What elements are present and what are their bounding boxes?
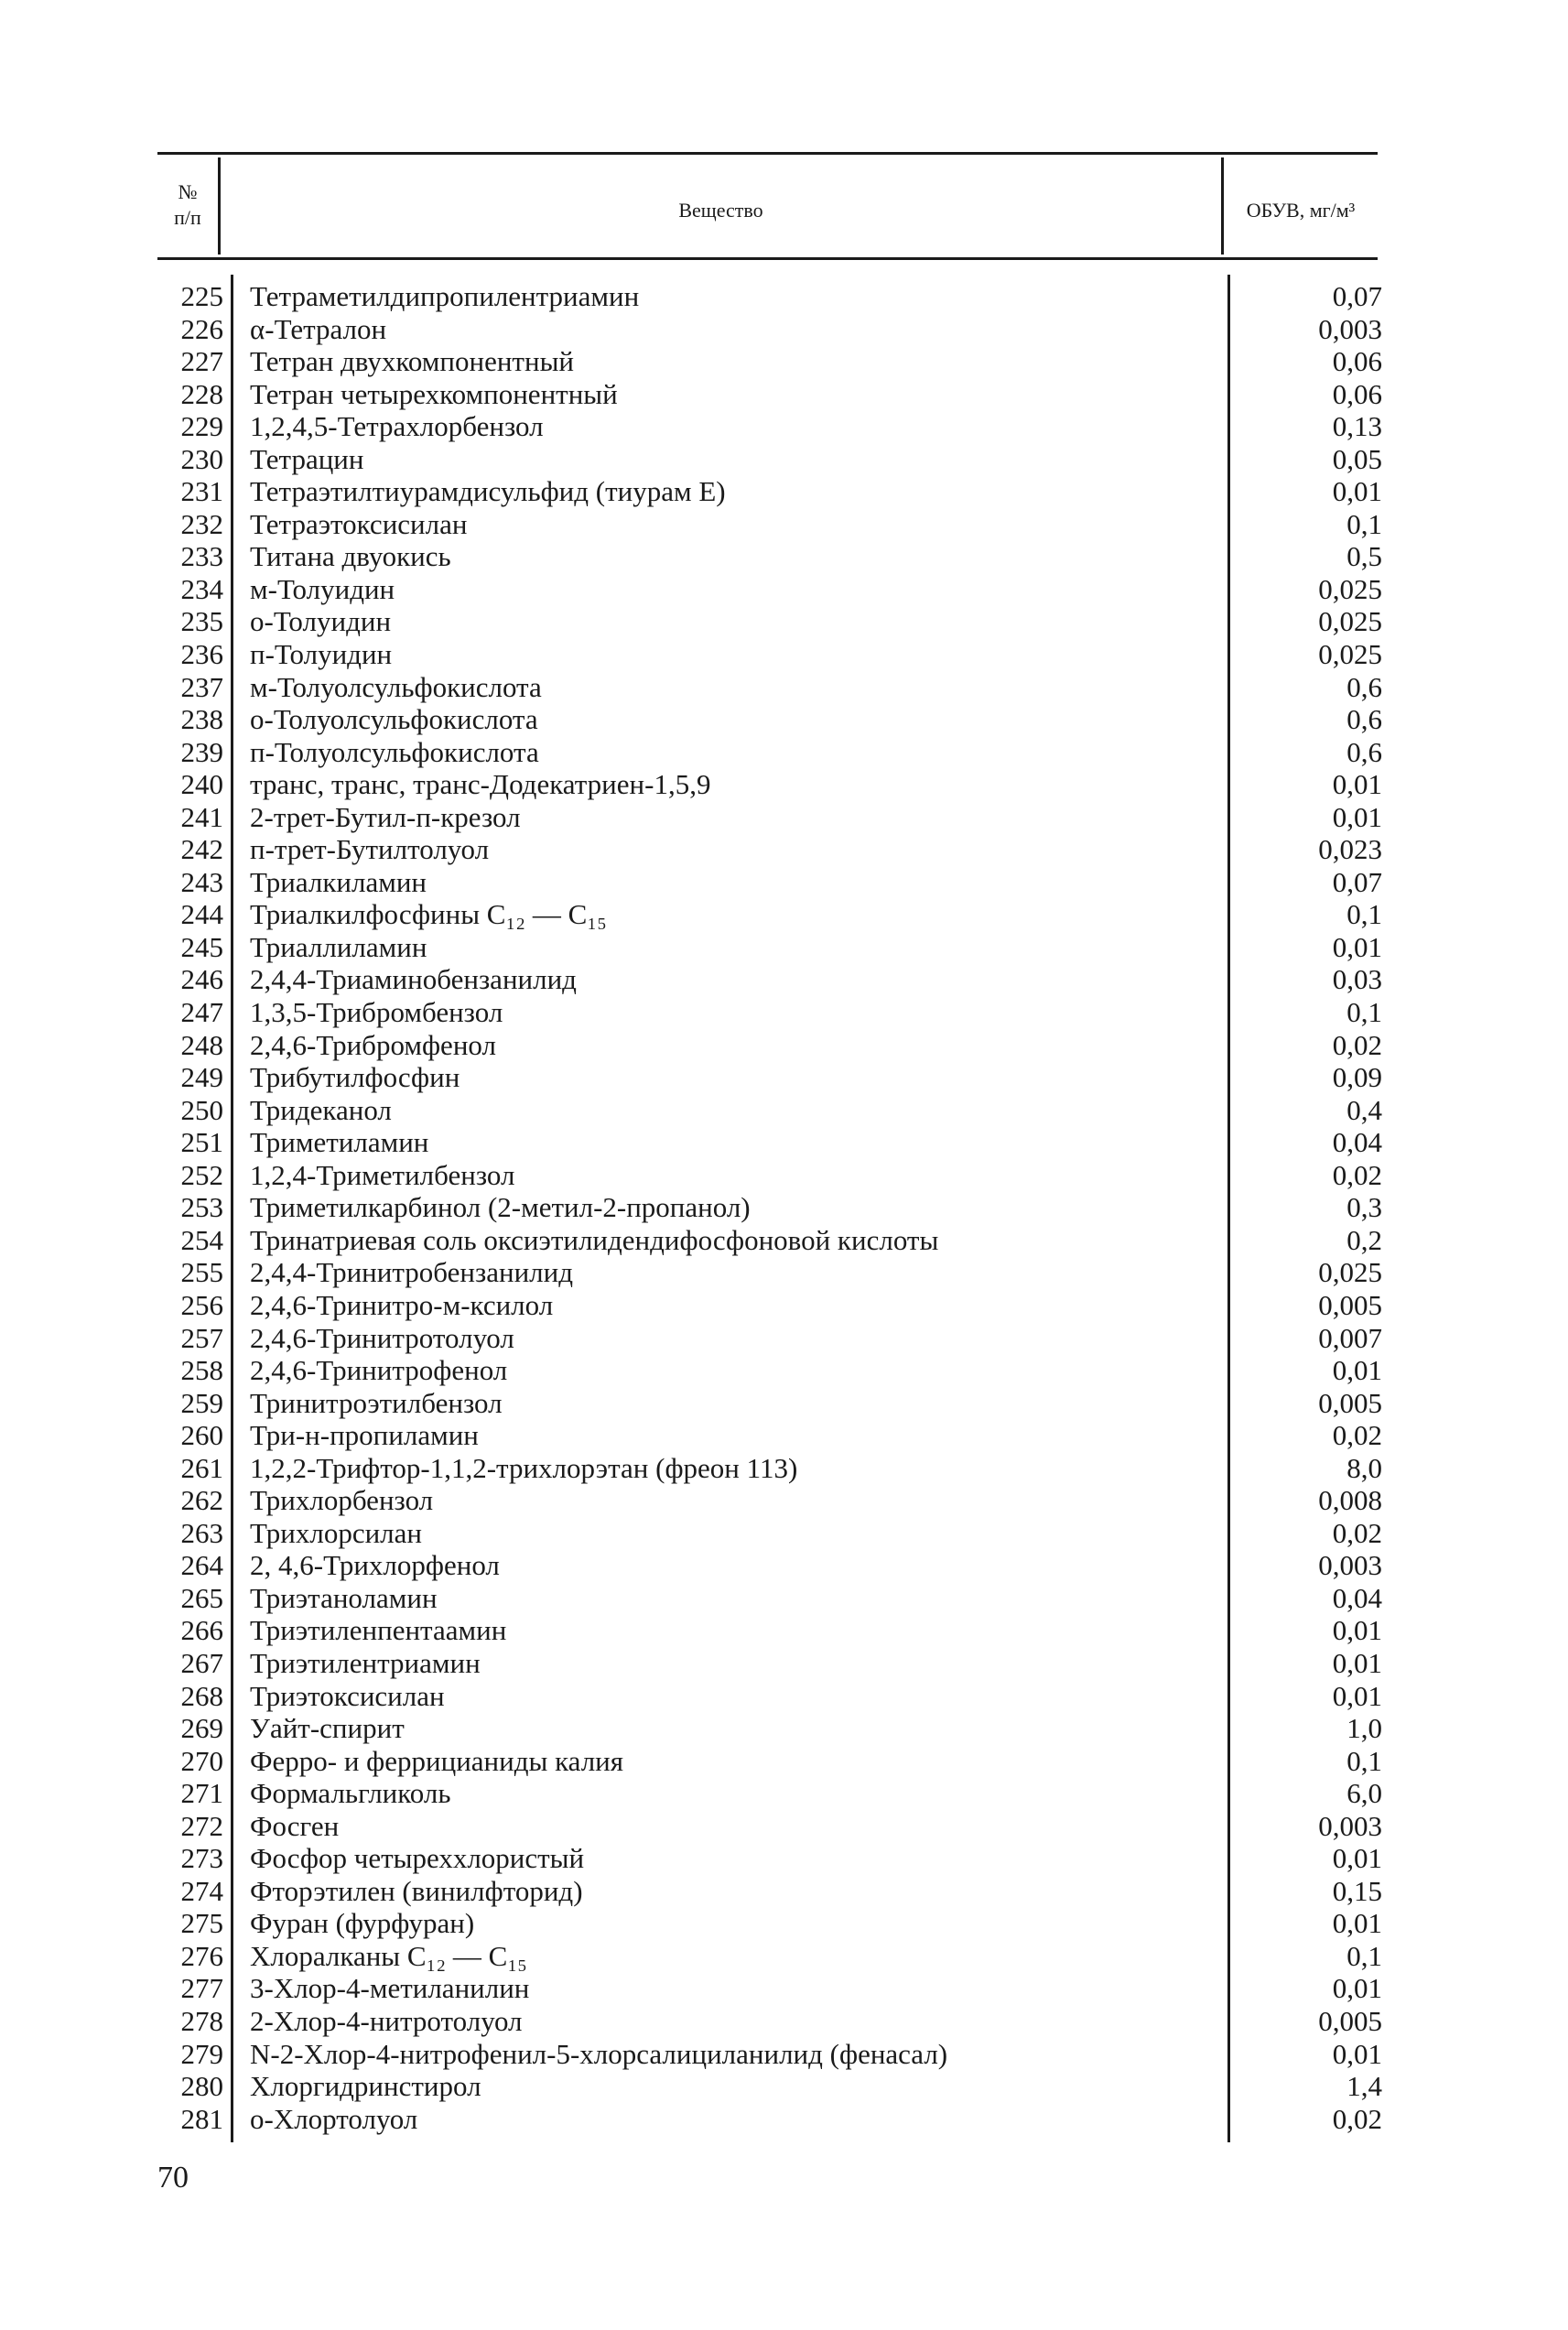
limit-value: 0,025 — [1318, 1256, 1382, 1289]
limit-value: 0,1 — [1346, 1939, 1382, 1972]
limit-value: 0,09 — [1332, 1061, 1382, 1094]
table-row — [0, 1972, 1568, 2005]
row-number: 256 — [180, 1288, 223, 1321]
row-number: 247 — [180, 996, 223, 1029]
table-row — [0, 1810, 1568, 1843]
limit-value: 0,05 — [1332, 442, 1382, 475]
substance-name: Фуран (фурфуран) — [250, 1907, 475, 1940]
substance-name: Титана двуокись — [250, 540, 451, 573]
row-number: 235 — [180, 605, 223, 638]
table-row — [0, 2038, 1568, 2071]
substance-name: Три-н-пропиламин — [250, 1419, 479, 1452]
table-row — [0, 1419, 1568, 1452]
substance-name: 2,4,6-Тринитро-м-ксилол — [250, 1288, 554, 1321]
limit-value: 0,005 — [1318, 2004, 1382, 2037]
row-number: 234 — [180, 572, 223, 605]
row-number: 240 — [180, 768, 223, 801]
row-number: 248 — [180, 1028, 223, 1061]
row-number: 274 — [180, 1874, 223, 1907]
row-number: 231 — [180, 475, 223, 508]
row-number: 252 — [180, 1158, 223, 1191]
limit-value: 0,01 — [1332, 1907, 1382, 1940]
limit-value: 0,06 — [1332, 377, 1382, 410]
table-row — [0, 1191, 1568, 1224]
limit-value: 0,07 — [1332, 280, 1382, 312]
table-row — [0, 1582, 1568, 1615]
header-number-abbrev: п/п — [174, 206, 201, 229]
row-number: 268 — [180, 1679, 223, 1712]
row-number: 255 — [180, 1256, 223, 1289]
row-number: 230 — [180, 442, 223, 475]
substance-name: Тетран двухкомпонентный — [250, 345, 574, 378]
row-number: 266 — [180, 1614, 223, 1647]
row-number: 280 — [180, 2070, 223, 2103]
substance-name: о-Толуолсульфокислота — [250, 703, 538, 736]
limit-value: 0,025 — [1318, 638, 1382, 671]
table-row — [0, 1875, 1568, 1908]
substance-name: о-Толуидин — [250, 605, 392, 638]
row-number: 243 — [180, 865, 223, 898]
row-number: 254 — [180, 1223, 223, 1256]
limit-value: 0,03 — [1332, 963, 1382, 996]
substance-name: Тетран четырехкомпонентный — [250, 377, 618, 410]
row-number: 257 — [180, 1321, 223, 1354]
row-number: 251 — [180, 1126, 223, 1159]
table-row — [0, 1256, 1568, 1289]
table-row — [0, 475, 1568, 508]
table-row — [0, 768, 1568, 801]
table-row — [0, 1322, 1568, 1355]
row-number: 258 — [180, 1354, 223, 1387]
table-row — [0, 345, 1568, 378]
substance-name: транс, транс, транс-Додекатриен-1,5,9 — [250, 768, 711, 801]
limit-value: 0,01 — [1332, 1354, 1382, 1387]
row-number: 242 — [180, 833, 223, 866]
substance-name: Хлоралканы C₁₂ — C₁₅ — [250, 1939, 527, 1972]
substance-table-body — [0, 280, 1568, 2135]
limit-value: 1,4 — [1346, 2070, 1382, 2103]
substance-name: α-Тетралон — [250, 312, 387, 345]
table-row — [0, 1549, 1568, 1582]
row-number: 265 — [180, 1581, 223, 1614]
table-row — [0, 963, 1568, 996]
limit-value: 0,02 — [1332, 1158, 1382, 1191]
row-number: 244 — [180, 898, 223, 931]
substance-name: N-2-Хлор-4-нитрофенил-5-хлорсалициланилид (фенасал) — [250, 2037, 948, 2070]
table-row — [0, 671, 1568, 704]
limit-value: 0,02 — [1332, 1028, 1382, 1061]
limit-value: 6,0 — [1346, 1777, 1382, 1810]
table-row — [0, 1614, 1568, 1647]
substance-name: Триэтиленпентаамин — [250, 1614, 507, 1647]
page-number: 70 — [157, 2161, 189, 2195]
row-number: 264 — [180, 1549, 223, 1582]
limit-value: 8,0 — [1346, 1451, 1382, 1484]
substance-name: м-Толуидин — [250, 572, 395, 605]
limit-value: 0,04 — [1332, 1581, 1382, 1614]
substance-name: Триэтаноламин — [250, 1581, 438, 1614]
limit-value: 0,4 — [1346, 1093, 1382, 1126]
table-row — [0, 1647, 1568, 1680]
substance-name: 2, 4,6-Трихлорфенол — [250, 1549, 500, 1582]
limit-value: 0,003 — [1318, 312, 1382, 345]
table-row — [0, 540, 1568, 573]
limit-value: 0,06 — [1332, 345, 1382, 378]
table-row — [0, 1452, 1568, 1485]
table-row — [0, 443, 1568, 476]
row-number: 238 — [180, 703, 223, 736]
limit-value: 0,15 — [1332, 1874, 1382, 1907]
row-number: 269 — [180, 1712, 223, 1745]
header-limit: ОБУВ, мг/м³ — [1246, 199, 1356, 222]
limit-value: 0,01 — [1332, 1646, 1382, 1679]
table-row — [0, 996, 1568, 1029]
limit-value: 0,01 — [1332, 2037, 1382, 2070]
limit-value: 0,2 — [1346, 1223, 1382, 1256]
header-number-sign: № — [178, 180, 198, 203]
header-substance: Вещество — [678, 199, 763, 222]
row-number: 267 — [180, 1646, 223, 1679]
table-row — [0, 1387, 1568, 1420]
substance-name: 1,2,2-Трифтор-1,1,2-трихлорэтан (фреон 113) — [250, 1451, 798, 1484]
substance-name: Тетраметилдипропилентриамин — [250, 280, 640, 312]
row-number: 236 — [180, 638, 223, 671]
substance-name: Трибутилфосфин — [250, 1061, 460, 1094]
limit-value: 0,1 — [1346, 898, 1382, 931]
limit-value: 0,07 — [1332, 865, 1382, 898]
substance-name: 2,4,6-Тринитрофенол — [250, 1354, 508, 1387]
table-top-rule — [157, 152, 1378, 155]
table-row — [0, 1159, 1568, 1192]
limit-value: 0,02 — [1332, 1419, 1382, 1452]
row-number: 271 — [180, 1777, 223, 1810]
limit-value: 0,1 — [1346, 996, 1382, 1029]
substance-name: Формальгликоль — [250, 1777, 451, 1810]
limit-value: 0,003 — [1318, 1549, 1382, 1582]
limit-value: 1,0 — [1346, 1712, 1382, 1745]
substance-name: Трихлорсилан — [250, 1516, 422, 1549]
substance-name: Уайт-спирит — [250, 1712, 405, 1745]
limit-value: 0,5 — [1346, 540, 1382, 573]
limit-value: 0,3 — [1346, 1191, 1382, 1224]
substance-name: Тринатриевая соль оксиэтилидендифосфоновой кислоты — [250, 1223, 939, 1256]
table-row — [0, 1029, 1568, 1062]
row-number: 237 — [180, 670, 223, 703]
table-row — [0, 1940, 1568, 1973]
table-row — [0, 1680, 1568, 1713]
substance-name: 2-Хлор-4-нитротолуол — [250, 2004, 523, 2037]
table-row — [0, 736, 1568, 769]
row-number: 249 — [180, 1061, 223, 1094]
limit-value: 0,005 — [1318, 1386, 1382, 1419]
substance-name: Триаллиламин — [250, 930, 427, 963]
row-number: 253 — [180, 1191, 223, 1224]
row-number: 246 — [180, 963, 223, 996]
limit-value: 0,025 — [1318, 605, 1382, 638]
limit-value: 0,01 — [1332, 475, 1382, 508]
substance-name: п-Толуидин — [250, 638, 393, 671]
row-number: 261 — [180, 1451, 223, 1484]
table-row — [0, 1061, 1568, 1094]
table-row — [0, 1126, 1568, 1159]
substance-name: Тетраэтоксисилан — [250, 507, 468, 540]
table-row — [0, 508, 1568, 541]
limit-value: 0,005 — [1318, 1288, 1382, 1321]
substance-name: Триалкиламин — [250, 865, 427, 898]
table-row — [0, 1484, 1568, 1517]
substance-name: 2,4,4-Тринитробензанилид — [250, 1256, 574, 1289]
limit-value: 0,003 — [1318, 1809, 1382, 1842]
limit-value: 0,01 — [1332, 768, 1382, 801]
table-row — [0, 1094, 1568, 1127]
header-number-column — [157, 179, 218, 231]
substance-name: 2,4,6-Трибромфенол — [250, 1028, 496, 1061]
limit-value: 0,1 — [1346, 1744, 1382, 1777]
substance-name: Триметилкарбинол (2-метил-2-пропанол) — [250, 1191, 751, 1224]
row-number: 250 — [180, 1093, 223, 1126]
limit-value: 0,1 — [1346, 507, 1382, 540]
limit-value: 0,01 — [1332, 800, 1382, 833]
limit-value: 0,6 — [1346, 735, 1382, 768]
table-row — [0, 1777, 1568, 1810]
substance-name: Тетрацин — [250, 442, 364, 475]
row-number: 279 — [180, 2037, 223, 2070]
row-number: 233 — [180, 540, 223, 573]
table-row — [0, 2103, 1568, 2136]
table-row — [0, 2070, 1568, 2103]
limit-value: 0,023 — [1318, 833, 1382, 866]
row-number: 263 — [180, 1516, 223, 1549]
table-row — [0, 410, 1568, 443]
row-number: 262 — [180, 1484, 223, 1517]
limit-value: 0,01 — [1332, 1842, 1382, 1875]
limit-value: 0,02 — [1332, 2102, 1382, 2135]
substance-name: Тринитроэтилбензол — [250, 1386, 503, 1419]
row-number: 225 — [180, 280, 223, 312]
row-number: 259 — [180, 1386, 223, 1419]
substance-name: Фосфор четыреххлористый — [250, 1842, 585, 1875]
table-row — [0, 638, 1568, 671]
substance-name: п-Толуолсульфокислота — [250, 735, 539, 768]
substance-name: 1,2,4,5-Тетрахлорбензол — [250, 410, 544, 443]
limit-value: 0,01 — [1332, 930, 1382, 963]
substance-name: 2,4,6-Тринитротолуол — [250, 1321, 514, 1354]
limit-value: 0,6 — [1346, 703, 1382, 736]
table-row — [0, 1224, 1568, 1257]
substance-name: Фосген — [250, 1809, 340, 1842]
substance-name: Триметиламин — [250, 1126, 429, 1159]
substance-name: о-Хлортолуол — [250, 2102, 418, 2135]
limit-value: 0,01 — [1332, 1614, 1382, 1647]
substance-name: Хлоргидринстирол — [250, 2070, 481, 2103]
table-row — [0, 1289, 1568, 1322]
table-row — [0, 1842, 1568, 1875]
limit-value: 0,04 — [1332, 1126, 1382, 1159]
substance-name: 1,3,5-Трибромбензол — [250, 996, 503, 1029]
table-row — [0, 801, 1568, 834]
table-row — [0, 703, 1568, 736]
row-number: 260 — [180, 1419, 223, 1452]
substance-name: 1,2,4-Триметилбензол — [250, 1158, 515, 1191]
substance-name: Тридеканол — [250, 1093, 392, 1126]
table-row — [0, 898, 1568, 931]
substance-name: 2,4,4-Триаминобензанилид — [250, 963, 577, 996]
table-row — [0, 866, 1568, 899]
header-bottom-rule — [157, 257, 1378, 260]
substance-name: м-Толуолсульфокислота — [250, 670, 542, 703]
substance-name: 3-Хлор-4-метиланилин — [250, 1972, 530, 2005]
row-number: 276 — [180, 1939, 223, 1972]
row-number: 226 — [180, 312, 223, 345]
row-number: 270 — [180, 1744, 223, 1777]
row-number: 273 — [180, 1842, 223, 1875]
table-row — [0, 833, 1568, 866]
limit-value: 0,13 — [1332, 410, 1382, 443]
row-number: 229 — [180, 410, 223, 443]
substance-name: 2-трет-Бутил-п-крезол — [250, 800, 521, 833]
substance-name: п-трет-Бутилтолуол — [250, 833, 490, 866]
limit-value: 0,6 — [1346, 670, 1382, 703]
substance-name: Ферро- и феррицианиды калия — [250, 1744, 624, 1777]
row-number: 245 — [180, 930, 223, 963]
limit-value: 0,01 — [1332, 1972, 1382, 2005]
table-row — [0, 313, 1568, 346]
limit-value: 0,02 — [1332, 1516, 1382, 1549]
table-row — [0, 1354, 1568, 1387]
row-number: 272 — [180, 1809, 223, 1842]
table-row — [0, 1712, 1568, 1745]
table-row — [0, 1517, 1568, 1550]
table-row — [0, 378, 1568, 411]
limit-value: 0,007 — [1318, 1321, 1382, 1354]
limit-value: 0,01 — [1332, 1679, 1382, 1712]
limit-value: 0,008 — [1318, 1484, 1382, 1517]
row-number: 275 — [180, 1907, 223, 1940]
table-row — [0, 280, 1568, 313]
table-row — [0, 2005, 1568, 2038]
substance-name: Тетраэтилтиурамдисульфид (тиурам Е) — [250, 475, 726, 508]
table-row — [0, 1907, 1568, 1940]
row-number: 281 — [180, 2102, 223, 2135]
row-number: 228 — [180, 377, 223, 410]
limit-value: 0,025 — [1318, 572, 1382, 605]
table-row — [0, 1745, 1568, 1778]
row-number: 277 — [180, 1972, 223, 2005]
substance-name: Фторэтилен (винилфторид) — [250, 1874, 583, 1907]
row-number: 241 — [180, 800, 223, 833]
substance-name: Триэтоксисилан — [250, 1679, 445, 1712]
row-number: 278 — [180, 2004, 223, 2037]
substance-name: Триэтилентриамин — [250, 1646, 481, 1679]
substance-name: Триалкилфосфины C₁₂ — C₁₅ — [250, 898, 607, 931]
table-row — [0, 573, 1568, 606]
row-number: 232 — [180, 507, 223, 540]
row-number: 227 — [180, 345, 223, 378]
table-row — [0, 931, 1568, 964]
row-number: 239 — [180, 735, 223, 768]
table-row — [0, 605, 1568, 638]
substance-name: Трихлорбензол — [250, 1484, 434, 1517]
